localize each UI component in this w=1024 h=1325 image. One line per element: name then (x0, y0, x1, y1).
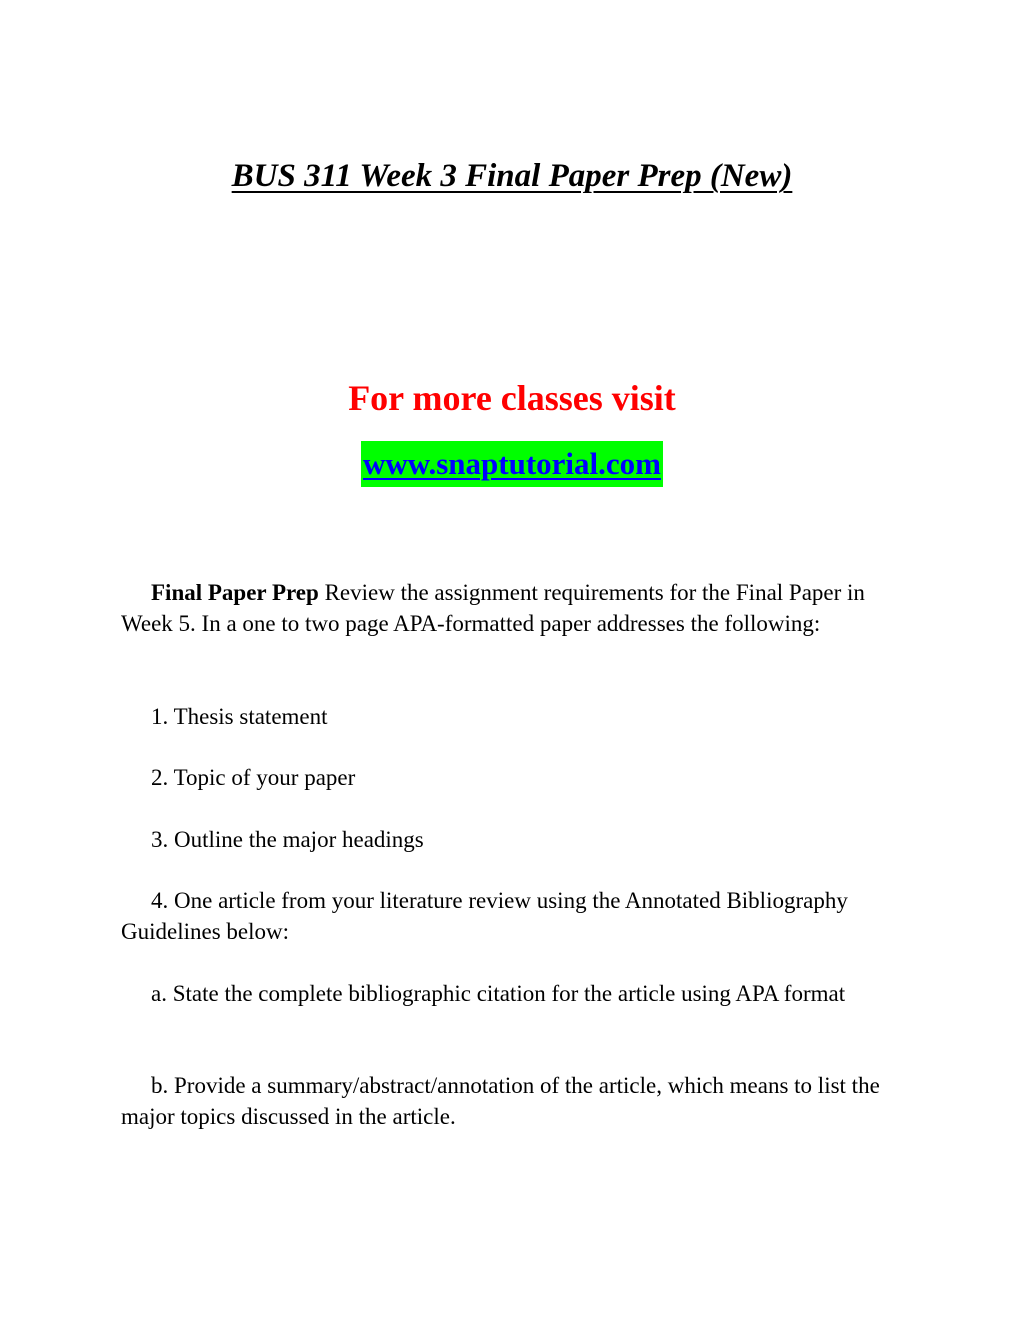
list-item (121, 1070, 896, 1132)
list-item-text: 3. Outline the major headings (151, 827, 424, 852)
list-item-text: 4. One article from your literature review using the Annotated Bibliography Guidelines below: (121, 888, 848, 944)
list-item-text: a. State the complete bibliographic citation for the article using APA format (151, 981, 846, 1006)
list-item (121, 978, 896, 1009)
snaptutorial-link[interactable]: www.snaptutorial.com (361, 441, 663, 487)
intro-paragraph (121, 577, 896, 639)
list-item (121, 701, 896, 732)
document-title-text: BUS 311 Week 3 Final Paper Prep (New) (231, 158, 793, 194)
list-item (121, 885, 896, 947)
list-item (121, 762, 896, 793)
intro-text: Review the assignment requirements for the Final Paper in Week 5. In a one to two page APA-formatted paper addresses the following: (121, 580, 865, 636)
promo-link-container (0, 441, 1024, 487)
list-item-text: b. Provide a summary/abstract/annotation of the article, which means to list the major topics discussed in the article. (121, 1073, 880, 1129)
list-item-text: 2. Topic of your paper (151, 765, 356, 790)
intro-bold-label: Final Paper Prep (151, 580, 319, 605)
list-item (121, 824, 896, 855)
document-title (0, 156, 1024, 196)
list-item-text: 1. Thesis statement (151, 704, 328, 729)
promo-heading: For more classes visit (348, 378, 676, 418)
